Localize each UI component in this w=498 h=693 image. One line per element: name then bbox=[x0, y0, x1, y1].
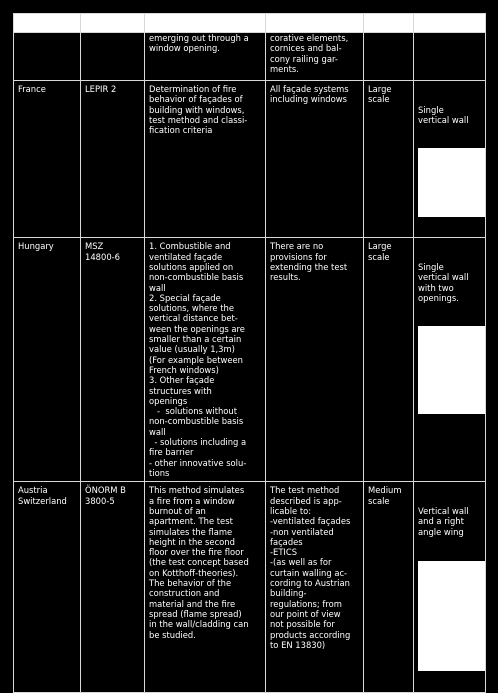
facade-test-table bbox=[13, 13, 486, 693]
purpose-cell: Determination of fire behavior of façades of building with windows, test method and classi- fication criteria bbox=[145, 81, 266, 238]
partial-cell-1 bbox=[14, 33, 81, 81]
table-row-continued bbox=[14, 33, 486, 81]
header-cell bbox=[14, 14, 81, 33]
table-row-france bbox=[14, 81, 486, 238]
partial-cell-6 bbox=[414, 33, 486, 81]
configuration-figure bbox=[418, 326, 486, 414]
partial-cell-5 bbox=[364, 33, 414, 81]
purpose-cell: 1. Combustible and ventilated façade solutions applied on non-combustible basis wall 2. Special façade solutions, where the vertical distance bet- ween the openings are smaller than a certain value (usually 1,3m) (For example between French windows) 3. Other façade structures with openings - solutions without non-combustible basis wall - solutions including a fire barrier - other innovative solu- tions bbox=[145, 238, 266, 482]
country-cell: Austria Switzerland bbox=[14, 482, 81, 693]
header-cell bbox=[145, 14, 266, 33]
partial-cell-4: corative elements, cornices and bal- cony railing gar- ments. bbox=[266, 33, 364, 81]
application-cell: The test method described is app- licable to: -ventilated façades -non ventilated façades -ETICS -(as well as for curtain walling ac- cording to Austrian building- regulations; from our point of view not possible for products according to EN 13830) bbox=[266, 482, 364, 693]
configuration-text: Vertical wall and a right angle wing bbox=[418, 505, 469, 537]
scale-cell: Large scale bbox=[364, 81, 414, 238]
partial-cell-3: emerging out through a window opening. bbox=[145, 33, 266, 81]
configuration-figure bbox=[418, 561, 486, 671]
header-cell bbox=[266, 14, 364, 33]
configuration-text: Single vertical wall with two openings. bbox=[418, 261, 469, 303]
configuration-cell bbox=[414, 482, 486, 693]
header-cell bbox=[414, 14, 486, 33]
table-row-hungary bbox=[14, 238, 486, 482]
table-header-row bbox=[14, 14, 486, 33]
standard-cell: MSZ 14800-6 bbox=[81, 238, 145, 482]
partial-cell-2 bbox=[81, 33, 145, 81]
scale-cell: Medium scale bbox=[364, 482, 414, 693]
configuration-figure bbox=[418, 148, 486, 217]
standard-cell: LEPIR 2 bbox=[81, 81, 145, 238]
standard-cell: ÖNORM B 3800-5 bbox=[81, 482, 145, 693]
application-cell: There are no provisions for extending the test results. bbox=[266, 238, 364, 482]
configuration-cell bbox=[414, 238, 486, 482]
scale-cell: Large scale bbox=[364, 238, 414, 482]
header-cell bbox=[364, 14, 414, 33]
country-cell: Hungary bbox=[14, 238, 81, 482]
purpose-cell: This method simulates a fire from a window burnout of an apartment. The test simulates the flame height in the second floor over the fire floor (the test concept based on Kotthoff-theories). The behavior of the construction and material and the fire spread (flame spread) in the wall/cladding can be studied. bbox=[145, 482, 266, 693]
configuration-text: Single vertical wall bbox=[418, 104, 469, 125]
header-cell bbox=[81, 14, 145, 33]
configuration-cell bbox=[414, 81, 486, 238]
country-cell: France bbox=[14, 81, 81, 238]
application-cell: All façade systems including windows bbox=[266, 81, 364, 238]
table-row-austria-switzerland bbox=[14, 482, 486, 693]
